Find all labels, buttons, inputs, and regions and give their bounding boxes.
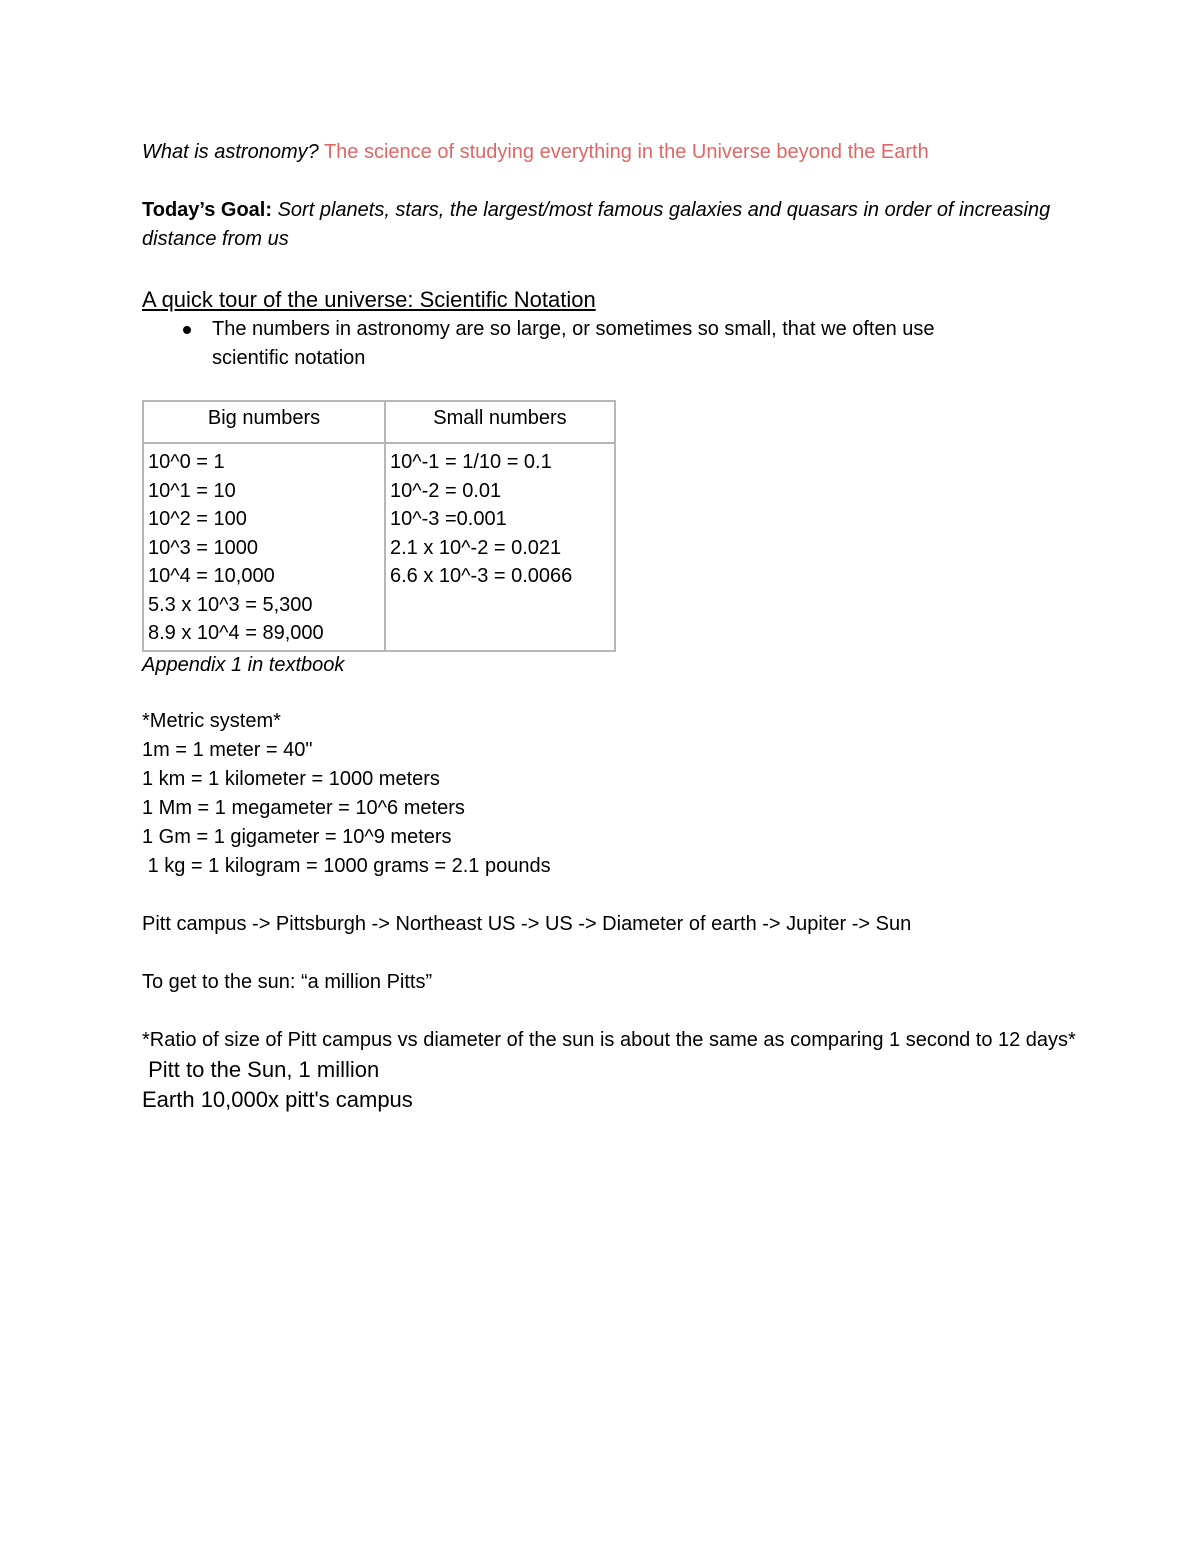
table-header-row (143, 401, 615, 443)
bullet-icon (183, 326, 191, 334)
goal-text: Sort planets, stars, the largest/most famous galaxies and quasars in order of increasing distance from us (142, 199, 1056, 250)
small-number-line: 10^-3 =0.001 (390, 508, 507, 530)
big-numbers-cell (143, 443, 385, 651)
tour-line: Pitt campus -> Pittsburgh -> Northeast US -> US -> Diameter of earth -> Jupiter -> Sun (142, 912, 912, 935)
bullet-list (142, 315, 1082, 373)
metric-line: 1m = 1 meter = 40" (142, 738, 313, 761)
big-number-line: 10^3 = 1000 (148, 536, 259, 559)
sun-note: To get to the sun: “a million Pitts” (142, 970, 433, 993)
list-item (212, 315, 1012, 373)
small-number-line: 10^-1 = 1/10 = 0.1 (390, 451, 552, 473)
metric-title: *Metric system* (142, 709, 281, 732)
intro-answer: The science of studying everything in the Universe beyond the Earth (323, 141, 929, 163)
small-number-line: 6.6 x 10^-3 = 0.0066 (390, 565, 573, 587)
big-number-line: 10^0 = 1 (148, 451, 225, 473)
notation-table (142, 400, 616, 652)
small-number-line: 2.1 x 10^-2 = 0.021 (390, 536, 562, 559)
big-number-line: 10^2 = 100 (148, 508, 247, 530)
table-caption: Appendix 1 in textbook (142, 653, 345, 676)
goal-line (142, 196, 1082, 254)
big-number-line: 10^4 = 10,000 (148, 565, 275, 587)
goal-label: Today’s Goal: (142, 199, 273, 221)
closing-line: Pitt to the Sun, 1 million (142, 1056, 380, 1082)
metric-line: 1 Mm = 1 megameter = 10^6 meters (142, 796, 465, 819)
metric-line: 1 Gm = 1 gigameter = 10^9 meters (142, 825, 452, 848)
intro-question: What is astronomy? (142, 141, 319, 163)
header-small-numbers: Small numbers (385, 401, 615, 443)
closing-line: Earth 10,000x pitt's campus (142, 1086, 413, 1112)
document-page (142, 138, 1082, 1115)
big-number-line: 5.3 x 10^3 = 5,300 (148, 593, 313, 616)
table-row (143, 443, 615, 651)
metric-line: 1 km = 1 kilometer = 1000 meters (142, 767, 440, 790)
small-numbers-cell (385, 443, 615, 651)
section-heading: A quick tour of the universe: Scientific Notation (142, 287, 596, 312)
big-number-line: 10^1 = 10 (148, 479, 236, 502)
ratio-note: *Ratio of size of Pitt campus vs diameter of the sun is about the same as comparing 1 second to 12 days* (142, 1028, 1076, 1051)
big-number-line: 8.9 x 10^4 = 89,000 (148, 622, 324, 644)
header-big-numbers: Big numbers (143, 401, 385, 443)
bullet-text: The numbers in astronomy are so large, or sometimes so small, that we often use scientific notation (212, 318, 935, 369)
metric-line: 1 kg = 1 kilogram = 1000 grams = 2.1 pounds (142, 854, 551, 877)
small-number-line: 10^-2 = 0.01 (390, 479, 502, 502)
intro-line (142, 138, 1082, 167)
